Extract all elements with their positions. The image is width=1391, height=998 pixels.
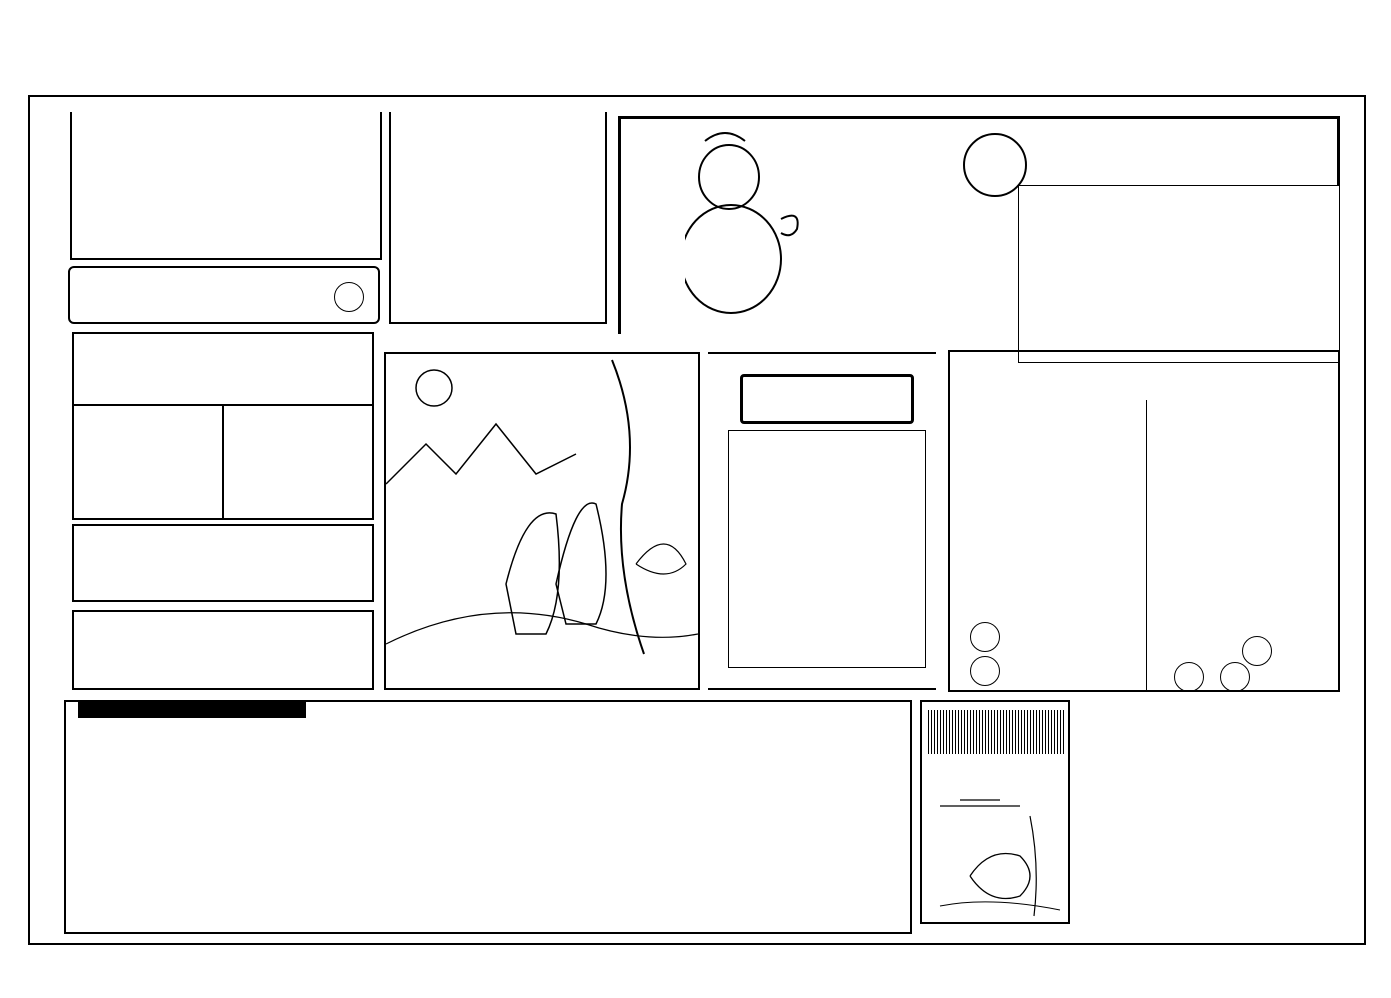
riddle-panel	[920, 700, 1070, 924]
analysis-circle	[1174, 662, 1204, 692]
open-numbers-panel	[72, 524, 374, 602]
analysis-panel	[948, 350, 1340, 692]
picture-panel	[384, 352, 700, 690]
analysis-left-text	[958, 404, 1142, 618]
dog-illustration	[930, 786, 1064, 922]
analysis-divider	[1146, 400, 1147, 690]
divider	[222, 406, 224, 518]
scholars-illustration	[386, 354, 698, 688]
draw-grid-panel	[64, 700, 912, 934]
analysis-circle	[970, 656, 1000, 686]
scroll	[728, 430, 926, 668]
gourd-icon	[685, 129, 805, 319]
strength-table-title	[72, 112, 380, 134]
draw-grid-chart	[312, 702, 912, 934]
analysis-right-text	[1156, 404, 1336, 618]
side-band-left	[38, 340, 60, 920]
treasure-verse	[743, 457, 893, 657]
side-band-right	[1344, 370, 1366, 930]
analysis-circle	[970, 622, 1000, 652]
riddle-stripes	[928, 710, 1064, 754]
open-panel	[72, 332, 374, 520]
analysis-circle	[1242, 636, 1272, 666]
draw-grid-title	[78, 702, 306, 718]
fortune-panel	[389, 112, 607, 324]
treasure-title	[740, 374, 914, 424]
blank-overlay	[1018, 185, 1340, 363]
analysis-circle	[1220, 662, 1250, 692]
prediction-panel	[68, 266, 380, 324]
treasure-panel	[708, 352, 936, 690]
special-number	[334, 282, 364, 312]
tagline-panel	[72, 610, 374, 690]
strength-table-panel	[70, 112, 382, 260]
